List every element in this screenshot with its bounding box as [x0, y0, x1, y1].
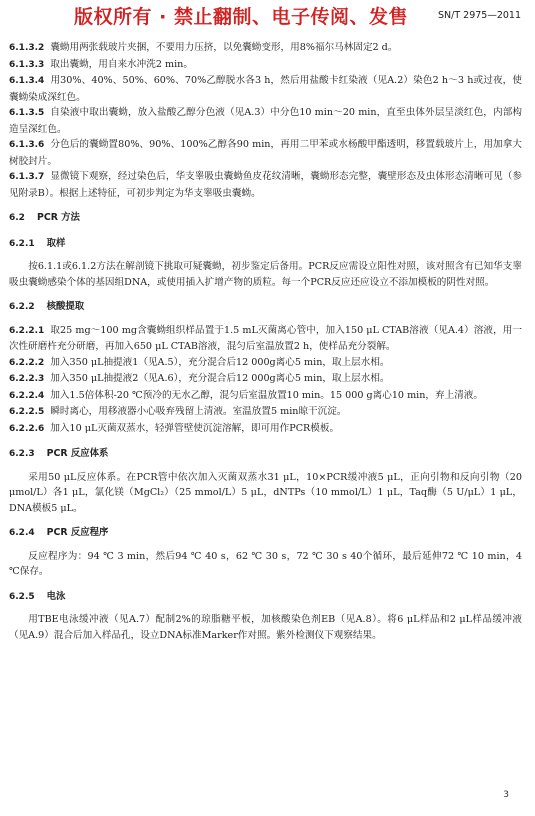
section-heading-6-2-2	[9, 299, 522, 316]
pcr-program-paragraph: 反应程序为：94 ℃ 3 min，然后94 ℃ 40 s，62 ℃ 30 s，72 ℃ 30 s 40个循环，最后延伸72 ℃ 10 min，4 ℃保存。	[9, 550, 522, 577]
clause-text: 取出囊蚴，用自来水冲洗2 min。	[50, 58, 193, 70]
clause-number: 6.2.2.4	[9, 390, 45, 401]
clause-text: 取25 mg～100 mg含囊蚴组织样品置于1.5 mL灭菌离心管中，加入150 μL CTAB溶液（见A.4）溶液，用一次性研磨杵充分研磨，再加入650 μL CTAB溶液，混匀后室温放置2 h，使样品充分裂解。	[9, 324, 522, 352]
clause-6-2-2-3	[9, 371, 522, 388]
section-number: 6.2.5	[9, 591, 35, 602]
clause-number: 6.2.2.2	[9, 357, 45, 368]
standard-number: SN/T 2975—2011	[437, 10, 521, 21]
clause-number: 6.2.2.6	[9, 423, 45, 434]
section-heading-6-2-3	[9, 446, 522, 463]
clause-number: 6.1.3.5	[9, 108, 45, 118]
copyright-watermark: 版权所有 · 禁止翻制、电子传阅、发售	[74, 6, 408, 28]
clause-text: 自染液中取出囊蚴，放入盐酸乙醇分色液（见A.3）中分色10 min～20 min，直至虫体外层呈淡红色，内部构造呈深红色。	[9, 107, 522, 135]
clause-number: 6.1.3.2	[9, 43, 45, 53]
section-title: 核酸提取	[46, 301, 85, 312]
clause-number: 6.1.3.4	[9, 76, 45, 86]
clause-6-1-3-4	[9, 73, 522, 105]
section-heading-6-2	[9, 210, 522, 227]
section-number: 6.2.3	[9, 449, 35, 459]
clause-number: 6.2.2.5	[9, 407, 45, 417]
clause-6-2-2-2	[9, 355, 522, 372]
clause-6-1-3-7	[9, 169, 522, 201]
clause-number: 6.2.2.1	[9, 325, 45, 336]
section-number: 6.2.2	[9, 302, 35, 312]
section-title: PCR 方法	[36, 212, 80, 223]
clause-number: 6.1.3.6	[9, 140, 45, 150]
section-number: 6.2.1	[9, 238, 35, 249]
clause-text: 加入10 μL灭菌双蒸水，轻弹管壁使沉淀溶解，即可用作PCR模板。	[50, 422, 340, 434]
clause-text: 加入1.5倍体积-20 ℃预冷的无水乙醇，混匀后室温放置10 min。15 000 g离心10 min，弃上清液。	[50, 389, 483, 401]
clause-6-2-2-6	[9, 421, 522, 438]
clause-6-2-2-1	[9, 323, 522, 355]
section-title: PCR 反应程序	[46, 527, 109, 538]
section-heading-6-2-1	[9, 236, 522, 253]
clause-text: 加入350 μL抽提液1（见A.5），充分混合后12 000g离心5 min，取上层水相。	[50, 356, 390, 368]
clause-6-2-2-4	[9, 388, 522, 405]
clause-number: 6.1.3.3	[9, 59, 45, 70]
clause-text: 囊蚴用两张载玻片夹捆，不要用力压挤，以免囊蚴变形，用8%福尔马林固定2 d。	[50, 42, 398, 53]
clause-6-1-3-2	[9, 40, 522, 57]
clause-number: 6.1.3.7	[9, 172, 45, 182]
clause-text: 瞬时离心，用移液器小心吸弃残留上清液。室温放置5 min晾干沉淀。	[50, 406, 347, 417]
clause-number: 6.2.2.3	[9, 374, 45, 384]
clause-6-1-3-6	[9, 137, 522, 169]
section-heading-6-2-5	[9, 589, 522, 606]
clause-6-1-3-5	[9, 105, 522, 137]
electrophoresis-paragraph: 用TBE电泳缓冲液（见A.7）配制2%的琼脂糖平板，加核酸染色剂EB（见A.8）。将6 μL样品和2 μL样品缓冲液（见A.9）混合后加入样品孔，设立DNA标准Marker作对照。紫外检测仪下观察结果。	[9, 614, 522, 641]
section-number: 6.2.4	[9, 528, 35, 538]
clause-text: 显微镜下观察，经过染色后，华支睾吸虫囊蚴鱼皮花纹清晰，囊蚴形态完整，囊壁形态及虫体形态清晰可见（参见附录B）。根据上述特征，可初步判定为华支睾吸虫囊蚴。	[9, 171, 522, 199]
sampling-paragraph: 按6.1.1或6.1.2方法在解剖镜下挑取可疑囊蚴，初步鉴定后备用。PCR反应需设立阳性对照，该对照含有已知华支睾吸虫囊蚴感染个体的基因组DNA，或使用插入扩增产物的质粒。每一个PCR反应还应设立不添加模板的阴性对照。	[9, 261, 522, 288]
section-number: 6.2	[9, 213, 25, 223]
pcr-system-paragraph: 采用50 μL反应体系。在PCR管中依次加入灭菌双蒸水31 μL，10×PCR缓冲液5 μL，正向引物和反向引物（20 μmol/L）各1 μL，氯化镁（MgCl₂）（25 mmol/L）5 μL，dNTPs（10 mmol/L）1 μL，Taq酶（5 U/μL）1 μL，DNA模板5 μL。	[9, 471, 522, 514]
section-heading-6-2-4	[9, 525, 522, 542]
clause-text: 分色后的囊蚴置80%、90%、100%乙醇各90 min，再用二甲苯或水杨酸甲酯透明，移置载玻片上，用加拿大树胶封片。	[9, 139, 522, 167]
clause-6-2-2-5	[9, 404, 522, 421]
section-title: 取样	[46, 237, 66, 249]
section-title: 电泳	[46, 590, 66, 602]
clause-text: 加入350 μL抽提液2（见A.6），充分混合后12 000g离心5 min，取上层水相。	[50, 373, 390, 384]
clause-6-1-3-3	[9, 57, 522, 74]
page-number: 3	[503, 790, 509, 800]
section-title: PCR 反应体系	[46, 448, 109, 459]
document-body	[9, 40, 522, 643]
clause-text: 用30%、40%、50%、60%、70%乙醇脱水各3 h，然后用盐酸卡红染液（见A.2）染色2 h～3 h或过夜，使囊蚴染成深红色。	[9, 75, 522, 103]
